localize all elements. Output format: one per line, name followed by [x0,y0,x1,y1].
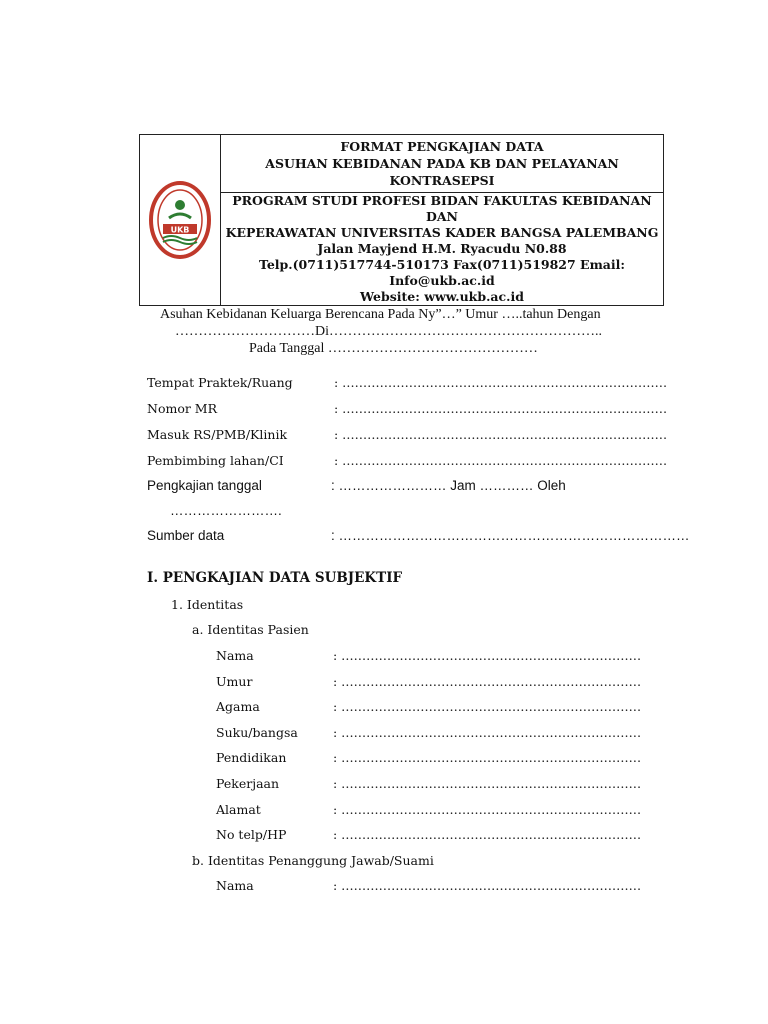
field-row [216,673,642,689]
institution-phone: Telp.(0711)517744-510173 Fax(0711)519827 Email: [258,257,626,272]
field-row [216,827,642,843]
field-value[interactable]: : …………………… Jam ………… Oleh [331,478,566,493]
institution-address: Jalan Mayjend H.M. Ryacudu N0.88 [317,241,567,256]
field-pengkajian-cont[interactable]: ……………………. [170,503,282,518]
header-box [139,134,664,306]
doc-subtitle: ASUHAN KEBIDANAN PADA KB DAN PELAYANAN KONTRASEPSI [265,156,619,188]
field-value[interactable]: : …………………………………………………………………… [334,401,668,416]
field-value[interactable]: : ……………………………………………………………… [333,724,642,740]
institution-block [221,193,663,305]
field-tempat-praktek [147,375,668,390]
header-title-block [221,135,663,193]
item-identitas: 1. Identitas [171,597,244,612]
field-value[interactable]: : …………………………………………………………………… [334,453,668,468]
field-value[interactable]: : …………………………………………………………………… [331,528,690,543]
field-label: Pendidikan [216,750,287,766]
field-row [216,699,642,715]
field-sumber-data [147,528,690,543]
field-value[interactable]: : ……………………………………………………………… [333,699,642,715]
header-info [221,135,663,305]
intro-line-3: Pada Tanggal ……………………………………… [249,341,538,356]
field-label: Agama [216,699,260,715]
field-label: Pengkajian tanggal [147,478,262,493]
field-label: Tempat Praktek/Ruang [147,375,293,390]
svg-text:UKB: UKB [170,225,190,235]
intro-line-1: Asuhan Kebidanan Keluarga Berencana Pada Ny”…” Umur …..tahun Dengan [160,307,601,322]
institution-email: Info@ukb.ac.id [389,273,495,288]
field-value[interactable]: : ……………………………………………………………… [333,827,642,843]
field-label: Sumber data [147,528,225,543]
field-masuk [147,427,668,442]
institution-website: Website: www.ukb.ac.id [360,289,524,304]
intro-line-2: …………………………Di………………………………………………….. [175,324,602,339]
field-label: Nama [216,648,254,663]
field-nomor-mr [147,401,668,416]
field-pengkajian [147,478,566,493]
institution-line-2: KEPERAWATAN UNIVERSITAS KADER BANGSA PALEMBANG [225,225,659,240]
field-value[interactable]: : ……………………………………………………………… [333,776,642,791]
field-label: Alamat [216,801,261,817]
field-value[interactable]: : ……………………………………………………………… [333,878,642,893]
field-row [216,648,642,663]
section-title: I. PENGKAJIAN DATA SUBJEKTIF [147,570,403,586]
field-label: Nomor MR [147,401,218,416]
field-label: Umur [216,673,253,689]
field-value[interactable]: : ……………………………………………………………… [333,801,642,817]
field-value[interactable]: : ……………………………………………………………… [333,750,642,766]
field-value[interactable]: : …………………………………………………………………… [334,375,668,390]
logo-cell [140,135,221,305]
sub-identitas-suami: b. Identitas Penanggung Jawab/Suami [192,853,434,868]
field-label: Nama [216,878,254,893]
doc-title: FORMAT PENGKAJIAN DATA [340,139,544,154]
field-value[interactable]: : …………………………………………………………………… [334,427,668,442]
sub-identitas-pasien: a. Identitas Pasien [192,622,309,637]
field-row [216,776,642,791]
field-row [216,750,642,766]
field-label: Suku/bangsa [216,724,298,740]
field-value[interactable]: : ……………………………………………………………… [333,673,642,689]
institution-line-1: PROGRAM STUDI PROFESI BIDAN FAKULTAS KEBIDANAN DAN [232,193,652,224]
field-label: Pembimbing lahan/CI [147,453,284,468]
field-label: Masuk RS/PMB/Klinik [147,427,288,442]
field-label: Pekerjaan [216,776,280,791]
field-row [216,724,642,740]
field-value[interactable]: : ……………………………………………………………… [333,648,642,663]
field-row [216,801,642,817]
field-label: No telp/HP [216,827,287,843]
field-row [216,878,642,893]
university-logo-icon [149,180,211,260]
field-pembimbing [147,453,668,468]
